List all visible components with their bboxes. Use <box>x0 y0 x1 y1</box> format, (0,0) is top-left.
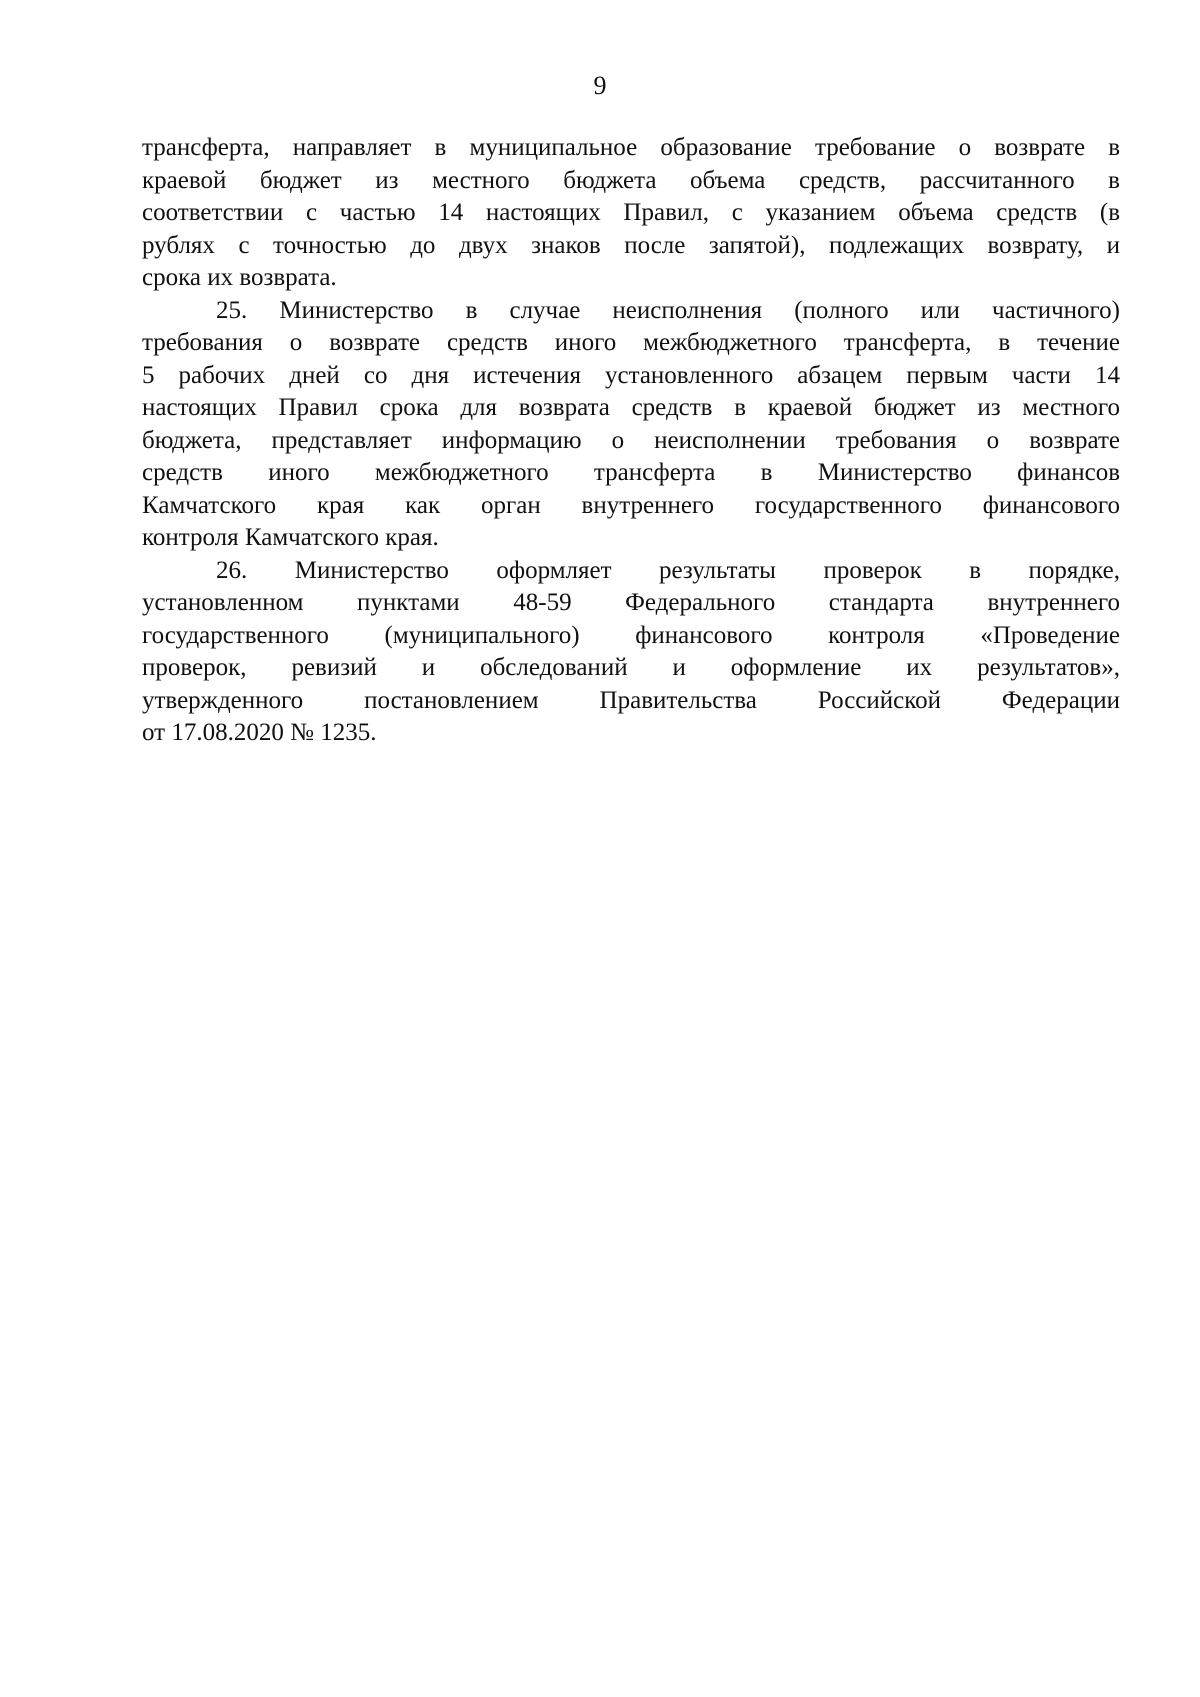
paragraph-26 <box>142 555 1120 750</box>
document-body <box>142 132 1120 750</box>
paragraph-25 <box>142 295 1120 555</box>
text-line: утвержденного постановлением Правительства Российской Федерации <box>142 686 1120 714</box>
paragraph-continuation <box>142 132 1120 295</box>
text-line: от 17.08.2020 № 1235. <box>142 719 377 746</box>
text-line: бюджета, представляет информацию о неисполнении требования о возврате <box>142 426 1120 454</box>
text-line: срока их возврата. <box>142 264 337 291</box>
text-line: трансферта, направляет в муниципальное образование требование о возврате в <box>142 134 1120 161</box>
text-line: государственного (муниципального) финансового контроля «Проведение <box>142 621 1120 649</box>
text-line: 5 рабочих дней со дня истечения установленного абзацем первым части 14 <box>142 361 1120 389</box>
text-line: 26. Министерство оформляет результаты проверок в порядке, <box>216 556 1120 584</box>
text-line: установленном пунктами 48-59 Федерального стандарта внутреннего <box>142 589 1120 616</box>
page-number: 9 <box>593 71 607 100</box>
text-line: контроля Камчатского края. <box>142 524 439 551</box>
text-line: требования о возврате средств иного межбюджетного трансферта, в течение <box>142 329 1120 356</box>
text-line: краевой бюджет из местного бюджета объема средств, рассчитанного в <box>142 166 1120 194</box>
text-line: Камчатского края как орган внутреннего государственного финансового <box>142 491 1120 519</box>
text-line: 25. Министерство в случае неисполнения (полного или частичного) <box>216 296 1120 324</box>
text-line: рублях с точностью до двух знаков после запятой), подлежащих возврату, и <box>142 231 1120 259</box>
text-line: соответствии с частью 14 настоящих Правил, с указанием объема средств (в <box>142 199 1120 226</box>
text-line: настоящих Правил срока для возврата средств в краевой бюджет из местного <box>142 394 1120 421</box>
text-line: средств иного межбюджетного трансферта в Министерство финансов <box>142 459 1120 486</box>
text-line: проверок, ревизий и обследований и оформление их результатов», <box>142 654 1120 681</box>
